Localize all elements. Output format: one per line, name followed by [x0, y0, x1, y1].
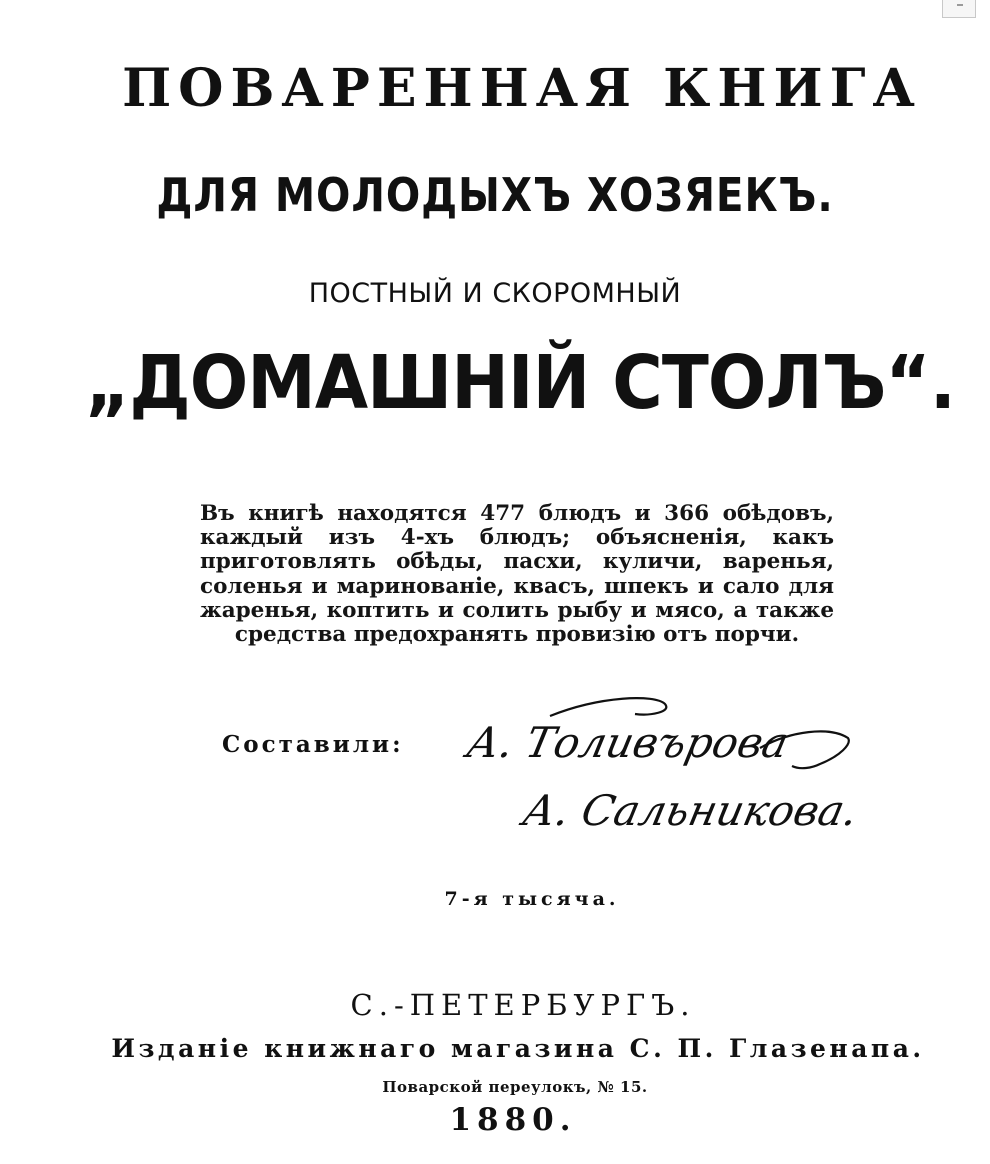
book-description: Въ книгѣ находятся 477 блюдъ и 366 обѣдовъ, каждый изъ 4-хъ блюдъ; объясненія, какъ приготовлять обѣды, пасхи, куличи, варенья, соленья и маринованіе, квасъ, шпекъ и сало для жаренья, коптить и солить рыбу и мясо, а также средства предохранять провизію отъ порчи.: [200, 501, 834, 648]
book-main-heading: „ДОМАШНІЙ СТОЛЪ“.: [85, 340, 955, 426]
imprint-address: Поварской переулокъ, № 15.: [382, 1078, 648, 1096]
compiled-by-label: Составили:: [222, 731, 404, 758]
book-subtitle: ДЛЯ МОЛОДЫХЪ ХОЗЯЕКЪ.: [156, 168, 834, 222]
signature-2: А. Сальникова.: [518, 786, 863, 835]
imprint-publisher: Изданіе книжнаго магазина С. П. Глазенапа.: [111, 1034, 925, 1063]
book-title: ПОВАРЕННАЯ КНИГА: [122, 58, 922, 119]
signature-1: А. Толивърова: [462, 718, 793, 767]
minimize-button[interactable]: [942, 0, 976, 18]
edition-note: 7-я тысяча.: [444, 888, 620, 910]
imprint-year: 1880.: [449, 1102, 577, 1138]
minus-icon: [957, 4, 963, 6]
imprint-city: С.-ПЕТЕРБУРГЪ.: [350, 988, 696, 1022]
book-subtitle-secondary: ПОСТНЫЙ И СКОРОМНЫЙ: [308, 278, 682, 309]
